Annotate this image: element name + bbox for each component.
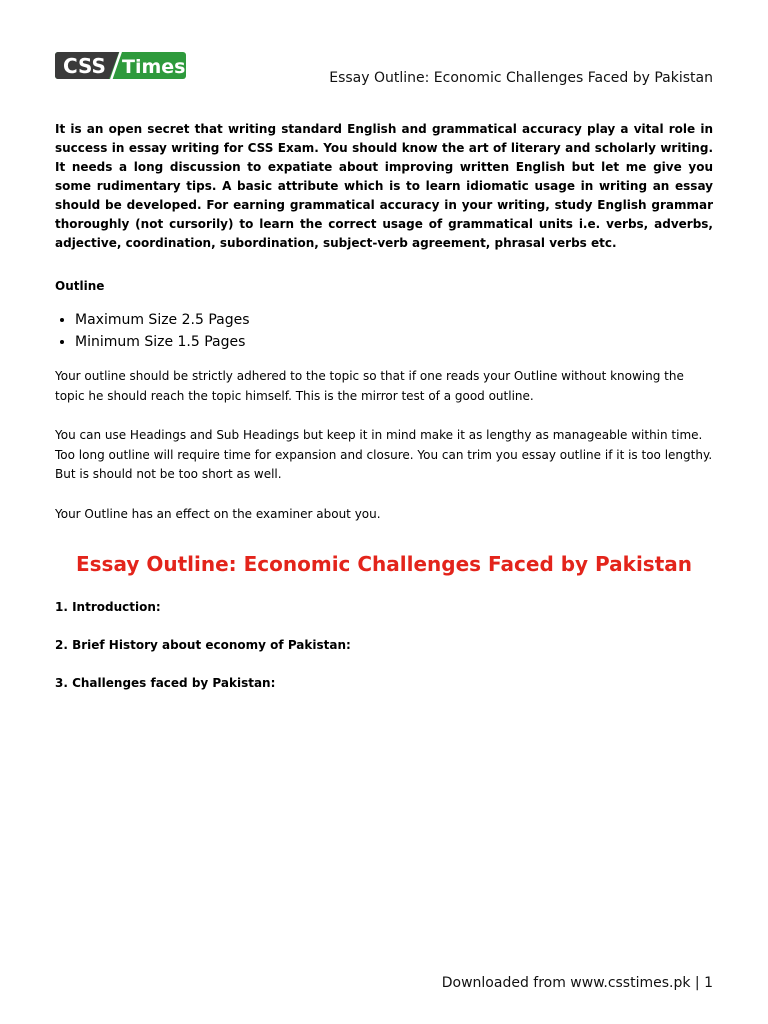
essay-title: Essay Outline: Economic Challenges Faced by Pakistan (75, 552, 693, 576)
list-item: • Minimum Size 1.5 Pages (75, 331, 713, 353)
paragraph-headings: You can use Headings and Sub Headings but keep it in mind make it as lengthy as manageable within time. Too long outline will require time for expansion and closure. You can trim you essay outline if it is too lengthy. But is should not be too short as well. (55, 428, 713, 481)
intro-paragraph: It is an open secret that writing standard English and grammatical accuracy play a vital role in success in essay writing for CSS Exam. You should know the art of literary and scholarly writing. It needs a long discussion to expatiate about improving written English but let me give you some rudimentary tips. A basic attribute which is to learn idiomatic usage in writing an essay should be developed. For earning grammatical accuracy in your writing, study English grammar thoroughly (not cursorily) to learn the correct usage of grammatical units i.e. verbs, adverbs, adjective, coordination, subordination, subject-verb agreement, phrasal verbs etc. (55, 122, 713, 250)
outline-label: Outline (55, 279, 105, 293)
csstimes-logo (55, 52, 186, 79)
header-title: Essay Outline: Economic Challenges Faced by Pakistan (329, 70, 713, 86)
outline-size-list (55, 309, 713, 353)
logo-times-text: Times (122, 56, 186, 78)
document-body (55, 120, 713, 690)
footer-download-note: Downloaded from www.csstimes.pk | 1 (441, 975, 713, 991)
paragraph-mirror-test: Your outline should be strictly adhered to the topic so that if one reads your Outline without knowing the topic he should reach the topic himself. This is the mirror test of a good outline. (55, 369, 684, 403)
section-heading-introduction: 1. Introduction: (55, 600, 161, 614)
logo-css-text: CSS (63, 54, 106, 78)
section-heading-history: 2. Brief History about economy of Pakistan: (55, 638, 351, 652)
paragraph-effect: Your Outline has an effect on the examiner about you. (55, 506, 381, 521)
section-heading-challenges: 3. Challenges faced by Pakistan: (55, 676, 276, 690)
list-item: • Maximum Size 2.5 Pages (75, 309, 713, 331)
